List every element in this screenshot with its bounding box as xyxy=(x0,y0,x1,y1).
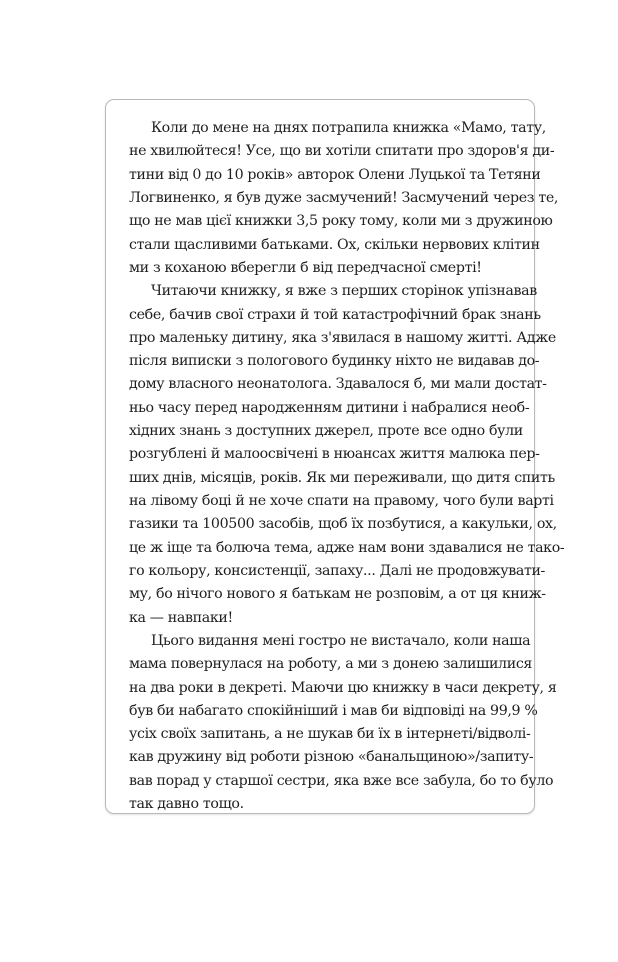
paragraph-1 xyxy=(129,117,559,280)
text-line: розгублені й малоосвічені в нюансах життя малюка пер- xyxy=(129,446,540,463)
text-line: після виписки з пологового будинку ніхто не видавав до- xyxy=(129,353,540,370)
text-line: газики та 100500 засобів, щоб їх позбутися, а какульки, ох, xyxy=(129,516,557,533)
text-line: що не мав цієї книжки 3,5 року тому, коли ми з дружиною xyxy=(129,213,553,230)
text-line: ньо часу перед народженням дитини і набралися необ- xyxy=(129,399,530,416)
text-frame xyxy=(105,99,565,814)
text-line: хідних знань з доступних джерел, проте все одно були xyxy=(129,423,523,440)
text-line: Логвиненко, я був дуже засмучений! Засмучений через те, xyxy=(129,189,559,206)
text-line: тини від 0 до 10 років» авторок Олени Луцької та Тетяни xyxy=(129,166,541,183)
text-line: ми з коханою вберегли б від передчасної смерті! xyxy=(129,259,482,276)
text-line: на два роки в декреті. Маючи цю книжку в часи декрету, я xyxy=(129,679,557,696)
text-line: го кольору, консистенції, запаху... Далі не продовжувати- xyxy=(129,562,546,579)
text-line: про маленьку дитину, яка з'явилася в нашому житті. Адже xyxy=(129,329,556,346)
text-line: на лівому боці й не хоче спати на правому, чого були варті xyxy=(129,493,554,509)
text-line: дому власного неонатолога. Здавалося б, ми мали достат- xyxy=(129,376,547,393)
text-line: му, бо нічого нового я батькам не розповім, а от ця книж- xyxy=(129,586,546,603)
text-line: був би набагато спокійніший і мав би відповіді на 99,9 % xyxy=(129,702,538,719)
text-line: Читаючи книжку, я вже з перших сторінок упізнавав xyxy=(151,283,537,300)
text-line: стали щасливими батьками. Ох, скільки нервових клітин xyxy=(129,236,540,253)
text-line: вав порад у старшої сестри, яка вже все забула, бо то було xyxy=(129,772,554,789)
text-line: себе, бачив свої страхи й той катастрофічний брак знань xyxy=(129,306,541,323)
text-line: ка — навпаки! xyxy=(129,609,233,626)
paragraph-3 xyxy=(129,630,557,817)
text-line: так давно тощо. xyxy=(129,796,244,813)
text-line: мама повернулася на роботу, а ми з донею залишилися xyxy=(129,656,533,673)
text-line: ших днів, місяців, років. Як ми переживали, що дитя спить xyxy=(129,469,555,486)
text-line: Коли до мене на днях потрапила книжка «Мамо, тату, xyxy=(151,120,546,136)
text-line: це ж іще та болюча тема, адже нам вони здавалися не тако- xyxy=(129,539,565,556)
text-line: кав дружину від роботи різною «банальщиною»/запиту- xyxy=(129,749,534,766)
paragraph-2 xyxy=(129,280,565,630)
text-line: Цього видання мені гостро не вистачало, коли наша xyxy=(151,632,531,649)
text-line: не хвилюйтеся! Усе, що ви хотіли спитати про здоров'я ди- xyxy=(129,143,555,160)
text-line: усіх своїх запитань, а не шукав би їх в інтернеті/відволі- xyxy=(129,726,531,743)
document-body xyxy=(129,117,565,816)
